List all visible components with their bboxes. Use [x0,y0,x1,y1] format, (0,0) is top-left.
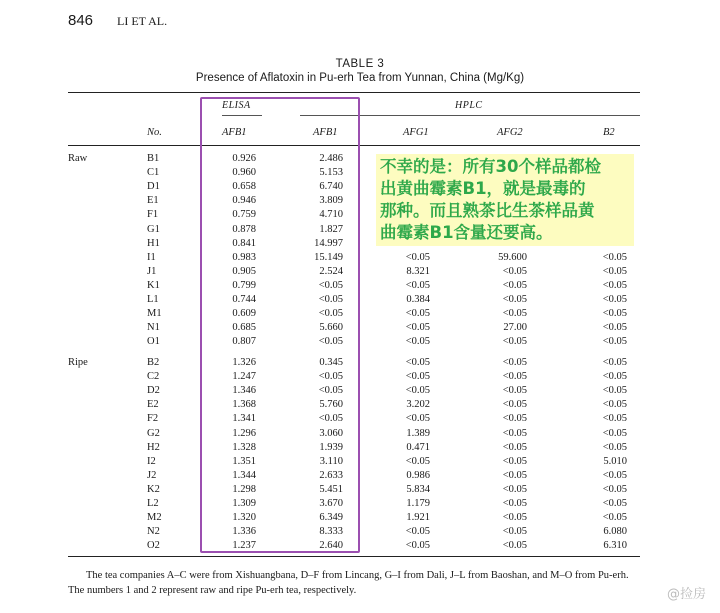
cell-b2: <0.05 [602,357,627,368]
cell-no: J2 [147,469,157,481]
cell-afb1: 5.660 [319,322,343,334]
cell-no: D2 [147,385,160,397]
cell-afb1: 5.760 [319,399,343,411]
cell-elisa: 1.351 [232,455,256,467]
cell-afb1: 8.333 [319,526,343,538]
cell-no: L1 [147,294,159,305]
cell-no: G2 [147,427,160,439]
cell-elisa: 1.298 [232,483,256,495]
cell-b2: <0.05 [602,265,627,277]
cell-afb1: 5.451 [319,483,343,495]
cell-afg2: <0.05 [502,455,527,467]
cell-afg1: <0.05 [405,279,430,291]
cell-no: J1 [147,265,157,277]
cell-no: E2 [147,399,159,411]
cell-elisa: 1.346 [232,385,256,397]
cell-afb1: 0.345 [319,357,343,368]
cell-afb1: 3.809 [319,195,343,207]
cell-afb1: 3.110 [319,455,343,467]
annotation-note [376,154,634,246]
cell-b2: 5.010 [603,455,627,467]
cell-afg2: <0.05 [502,483,527,495]
cell-afg2: <0.05 [502,279,527,291]
table-title: TABLE 3 [335,58,385,70]
cell-afg2: <0.05 [502,399,527,411]
cell-no: M1 [147,308,162,320]
cell-afb1: 15.149 [314,251,343,263]
cell-no: D1 [147,181,160,193]
cell-afg1: 1.921 [406,512,430,524]
col-header-no: No. [147,127,162,138]
cell-afg2: <0.05 [502,526,527,538]
cell-elisa: 0.759 [232,209,256,221]
cell-b2: <0.05 [602,251,627,263]
cell-elisa: 0.685 [232,322,256,334]
col-header-elisa-afb1: AFB1 [222,127,247,138]
cell-no: K1 [147,279,160,291]
cell-b2: <0.05 [602,371,627,383]
cell-afg1: <0.05 [405,336,430,348]
table-footnote: The tea companies A–C were from Xishuangbana, D–F from Lincang, G–I from Dali, J–L from Baoshan, and M–O from Pu-erh. The numbers 1 and 2 represent raw and ripe Pu-erh tea, respectively. [68,570,629,596]
cell-afb1: 2.640 [319,540,343,552]
cell-b2: <0.05 [602,441,627,453]
cell-elisa: 0.609 [232,308,256,320]
elisa-group-header: ELISA [222,100,251,111]
cell-no: H1 [147,237,160,249]
cell-afg2: <0.05 [502,265,527,277]
cell-afb1: 2.524 [319,265,343,277]
cell-afg2: <0.05 [502,336,527,348]
cell-b2: <0.05 [602,483,627,495]
cell-afg2: <0.05 [502,294,527,305]
cell-no: I1 [147,251,156,263]
cell-no: C1 [147,167,160,179]
cell-afb1: <0.05 [318,336,343,348]
cell-no: F2 [147,413,159,425]
cell-afg1: <0.05 [405,413,430,425]
cell-afb1: 6.349 [319,512,343,524]
cell-afb1: <0.05 [318,413,343,425]
cell-no: I2 [147,455,156,467]
cell-no: F1 [147,209,159,221]
cell-afb1: 3.670 [319,498,343,509]
cell-afg1: <0.05 [405,455,430,467]
cell-afb1: <0.05 [318,385,343,397]
cell-afb1: 1.827 [319,223,343,235]
cell-afg1: 0.384 [406,294,430,305]
cell-afb1: 2.486 [319,153,343,164]
cell-no: L2 [147,498,159,509]
cell-elisa: 0.946 [232,195,256,207]
cell-afg1: 1.179 [406,498,430,509]
cell-afg1: <0.05 [405,308,430,320]
cell-b2: <0.05 [602,294,627,305]
cell-no: K2 [147,483,160,495]
cell-afg2: <0.05 [502,441,527,453]
cell-b2: <0.05 [602,308,627,320]
cell-b2: <0.05 [602,336,627,348]
cell-afg2: <0.05 [502,469,527,481]
cell-elisa: 0.658 [232,181,256,193]
cell-afg1: <0.05 [405,371,430,383]
cell-b2: 6.080 [603,526,627,538]
cell-elisa: 1.237 [232,540,256,552]
cell-elisa: 1.341 [232,413,256,425]
cell-elisa: 0.744 [232,294,256,305]
page-number: 846 [68,12,94,29]
cell-afb1: <0.05 [318,308,343,320]
cell-afg2: 59.600 [498,251,527,263]
cell-afg1: <0.05 [405,540,430,552]
cell-elisa: 1.368 [232,399,256,411]
cell-b2: <0.05 [602,413,627,425]
cell-no: H2 [147,441,160,453]
cell-afb1: <0.05 [318,371,343,383]
cell-afg1: 0.471 [406,441,430,453]
cell-b2: <0.05 [602,512,627,524]
cell-b2: <0.05 [602,469,627,481]
cell-elisa: 0.905 [232,265,256,277]
cell-b2: 6.310 [603,540,627,552]
cell-elisa: 0.799 [232,279,256,291]
col-header-hplc-afb1: AFB1 [313,127,338,138]
cell-b2: <0.05 [602,427,627,439]
cell-elisa: 1.320 [232,512,256,524]
col-header-b2: B2 [603,127,615,138]
cell-afg2: <0.05 [502,308,527,320]
annotation-line: 不幸的是：所有30个样品都检 [380,157,601,176]
cell-afg1: 8.321 [406,265,430,277]
cell-afg1: <0.05 [405,385,430,397]
cell-afg2: <0.05 [502,512,527,524]
cell-elisa: 0.926 [232,153,256,164]
cell-no: M2 [147,512,162,524]
cell-no: N1 [147,322,160,334]
annotation-line: 曲霉素B1含量还要高。 [380,223,553,242]
row-group-raw: Raw [68,153,88,164]
cell-no: G1 [147,223,160,235]
cell-afg2: <0.05 [502,357,527,368]
cell-afb1: 3.060 [319,427,343,439]
cell-afg1: <0.05 [405,251,430,263]
cell-afg1: <0.05 [405,322,430,334]
running-head: LI ET AL. [117,14,168,28]
row-group-ripe: Ripe [68,357,88,368]
annotation-line: 那种。而且熟茶比生茶样品黄 [380,201,595,220]
cell-elisa: 0.983 [232,251,256,263]
cell-no: B2 [147,357,160,368]
watermark: @捡房 [666,587,706,602]
cell-afb1: 2.633 [319,469,343,481]
cell-afb1: 6.740 [319,181,343,193]
cell-b2: <0.05 [602,385,627,397]
cell-afg1: 1.389 [406,427,430,439]
cell-b2: <0.05 [602,322,627,334]
cell-afb1: 14.997 [314,237,343,249]
cell-no: C2 [147,371,160,383]
table-top-rule [68,92,640,93]
cell-afg1: 3.202 [406,399,430,411]
hplc-group-header: HPLC [455,100,483,111]
cell-afb1: <0.05 [318,279,343,291]
cell-elisa: 1.296 [232,427,256,439]
cell-afb1: <0.05 [318,294,343,305]
cell-afg2: <0.05 [502,498,527,509]
cell-b2: <0.05 [602,279,627,291]
table-bottom-rule [68,556,640,557]
cell-no: O1 [147,336,160,348]
cell-afg2: 27.00 [503,322,527,334]
annotation-line: 出黄曲霉素B1，就是最毒的 [380,179,586,198]
cell-afg1: 5.834 [406,483,430,495]
cell-elisa: 1.328 [232,441,256,453]
cell-afg2: <0.05 [502,413,527,425]
cell-elisa: 0.841 [232,237,256,249]
cell-elisa: 1.336 [232,526,256,538]
cell-afg2: <0.05 [502,540,527,552]
cell-no: E1 [147,195,159,207]
cell-afb1: 1.939 [319,441,343,453]
cell-afg1: <0.05 [405,357,430,368]
cell-afg2: <0.05 [502,385,527,397]
cell-afb1: 4.710 [319,209,343,221]
cell-afg2: <0.05 [502,371,527,383]
cell-afg1: 0.986 [406,469,430,481]
cell-elisa: 0.807 [232,336,256,348]
cell-elisa: 1.344 [232,469,256,481]
cell-no: O2 [147,540,160,552]
cell-afg2: <0.05 [502,427,527,439]
cell-no: N2 [147,526,160,538]
col-header-afg1: AFG1 [403,127,429,138]
cell-b2: <0.05 [602,399,627,411]
cell-no: B1 [147,153,160,164]
col-header-afg2: AFG2 [497,127,523,138]
elisa-highlight-box [200,97,360,553]
cell-afg1: <0.05 [405,526,430,538]
cell-elisa: 0.878 [232,223,256,235]
cell-b2: <0.05 [602,498,627,509]
cell-elisa: 1.309 [232,498,256,509]
table-caption: Presence of Aflatoxin in Pu-erh Tea from Yunnan, China (Mg/Kg) [195,72,525,84]
cell-elisa: 0.960 [232,167,256,179]
cell-elisa: 1.247 [232,371,256,383]
cell-afb1: 5.153 [319,167,343,179]
cell-elisa: 1.326 [232,357,256,368]
